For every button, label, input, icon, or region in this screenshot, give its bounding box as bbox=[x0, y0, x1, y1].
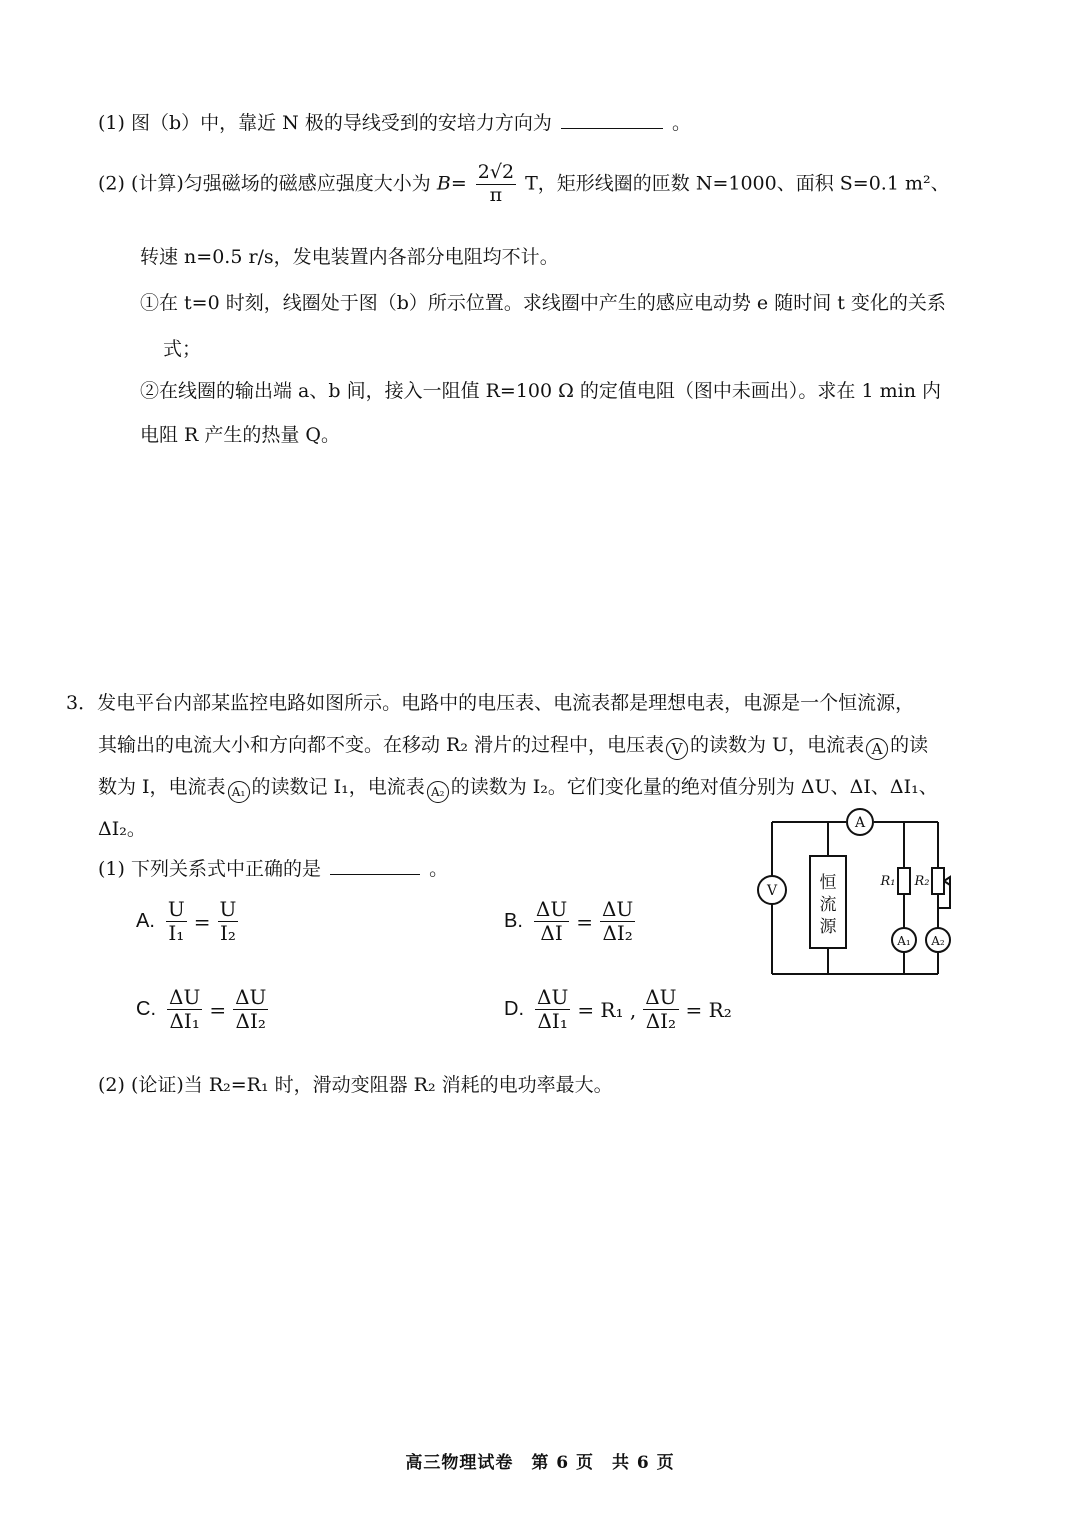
question-3-text-3a: 数为 I，电流表 bbox=[98, 776, 226, 798]
question-3-line-3 bbox=[98, 776, 938, 803]
question-1-line bbox=[98, 112, 691, 135]
question-3-number: 3． bbox=[66, 692, 98, 714]
option-b-num-2: ΔU bbox=[601, 897, 634, 921]
answer-blank-1[interactable] bbox=[561, 127, 663, 129]
option-d-equals-1: = R₁ , bbox=[577, 997, 637, 1022]
option-a-label: A. bbox=[136, 910, 155, 932]
ammeter-a1-label: A₁ bbox=[897, 934, 911, 948]
option-d-fraction-2 bbox=[643, 986, 678, 1033]
question-1-label: (1) bbox=[98, 112, 125, 134]
option-b-equals: = bbox=[576, 909, 593, 934]
question-3-line-4: ΔI₂。 bbox=[98, 818, 146, 840]
page-footer: 高三物理试卷 第 6 页 共 6 页 bbox=[405, 1453, 675, 1473]
fraction-B bbox=[476, 162, 516, 207]
ammeter-a2-label: A₂ bbox=[931, 934, 945, 948]
voltmeter-symbol: V bbox=[666, 738, 688, 760]
option-a-den-2: I₂ bbox=[220, 921, 236, 945]
question-3-sub2-text: (论证)当 R₂=R₁ 时，滑动变阻器 R₂ 消耗的电功率最大。 bbox=[130, 1074, 613, 1096]
resistor-r1-label: R₁ bbox=[880, 874, 896, 889]
question-3-text-2c: 的读 bbox=[890, 734, 929, 756]
question-3-sub1-text: 下列关系式中正确的是 bbox=[130, 858, 321, 880]
option-a-fraction-1 bbox=[166, 898, 187, 945]
option-d-equals-2: = R₂ bbox=[685, 997, 732, 1022]
question-3-sub1-line bbox=[98, 858, 448, 881]
option-d-den-1: ΔI₁ bbox=[537, 1009, 568, 1033]
equals-sign: = bbox=[450, 172, 467, 195]
fraction-B-denominator: π bbox=[489, 183, 503, 206]
question-3-line-2 bbox=[98, 734, 928, 760]
option-c-label: C. bbox=[136, 998, 156, 1020]
option-a-num-2: U bbox=[219, 897, 237, 921]
question-3-text-3c: 的读数为 I₂。它们变化量的绝对值分别为 ΔU、ΔI、ΔI₁、 bbox=[450, 776, 938, 798]
option-b-den-1: ΔI bbox=[540, 921, 563, 945]
question-3-text-2b: 的读数为 U，电流表 bbox=[690, 734, 865, 756]
question-3-sub2-line bbox=[98, 1074, 613, 1097]
option-c-fraction-2 bbox=[233, 986, 268, 1033]
rheostat-r2 bbox=[932, 868, 944, 894]
question-3-sub2-label: (2) bbox=[98, 1074, 125, 1096]
option-b-label: B. bbox=[504, 910, 523, 932]
ammeter-a2-symbol: A₂ bbox=[427, 781, 449, 803]
question-1-text: 图（b）中，靠近 N 极的导线受到的安培力方向为 bbox=[130, 112, 552, 134]
question-3-text-1: 发电平台内部某监控电路如图所示。电路中的电压表、电流表都是理想电表，电源是一个恒流源， bbox=[97, 692, 915, 714]
question-2-prefix: (计算)匀强磁场的磁感应强度大小为 bbox=[130, 172, 431, 195]
option-b-den-2: ΔI₂ bbox=[602, 921, 633, 945]
option-d[interactable] bbox=[504, 986, 736, 1033]
question-3-sub1-label: (1) bbox=[98, 858, 125, 880]
option-b-fraction-1 bbox=[534, 898, 569, 945]
option-c-num-1: ΔU bbox=[169, 985, 201, 1009]
question-3-line-1 bbox=[66, 692, 914, 715]
question-2-line-2: 转速 n=0.5 r/s，发电装置内各部分电阻均不计。 bbox=[140, 246, 559, 268]
ammeter-a1-symbol: A₁ bbox=[228, 781, 250, 803]
voltmeter-label: V bbox=[766, 883, 778, 899]
question-3-sub1-end: 。 bbox=[429, 858, 449, 880]
symbol-B: B bbox=[436, 172, 451, 195]
resistor-r1 bbox=[898, 868, 910, 894]
option-c-equals: = bbox=[209, 997, 227, 1022]
rheostat-r2-label: R₂ bbox=[914, 874, 930, 889]
question-2-sub2-line-2: 电阻 R 产生的热量 Q。 bbox=[140, 424, 341, 446]
option-c-fraction-1 bbox=[167, 986, 202, 1033]
source-char-1: 恒 bbox=[819, 873, 837, 893]
question-2-sub1-line-1: ①在 t=0 时刻，线圈处于图（b）所示位置。求线圈中产生的感应电动势 e 随时间 t 变化的关系 bbox=[140, 292, 946, 314]
option-c[interactable] bbox=[136, 986, 271, 1033]
question-2-line-1 bbox=[98, 162, 950, 207]
option-a[interactable] bbox=[136, 898, 241, 945]
option-a-equals: = bbox=[193, 909, 211, 934]
question-2-rest: T，矩形线圈的匝数 N=1000、面积 S=0.1 m²、 bbox=[525, 172, 950, 195]
option-c-den-2: ΔI₂ bbox=[235, 1009, 266, 1033]
source-char-2: 流 bbox=[819, 895, 837, 915]
option-a-num-1: U bbox=[167, 897, 185, 921]
question-2-sub2-line-1: ②在线圈的输出端 a、b 间，接入一阻值 R=100 Ω 的定值电阻（图中未画出）。求在 1 min 内 bbox=[140, 380, 941, 402]
option-d-num-2: ΔU bbox=[645, 985, 677, 1009]
option-b-fraction-2 bbox=[600, 898, 635, 945]
option-d-den-2: ΔI₂ bbox=[645, 1009, 677, 1033]
option-b-num-1: ΔU bbox=[535, 897, 568, 921]
option-d-fraction-1 bbox=[535, 986, 570, 1033]
option-a-fraction-2 bbox=[218, 898, 239, 945]
question-3-text-2a: 其输出的电流大小和方向都不变。在移动 R₂ 滑片的过程中，电压表 bbox=[98, 734, 665, 756]
option-a-den-1: I₁ bbox=[168, 921, 185, 945]
fraction-B-numerator: 2√2 bbox=[477, 161, 515, 183]
question-3-text-3b: 的读数记 I₁，电流表 bbox=[251, 776, 425, 798]
ammeter-a-label: A bbox=[854, 815, 866, 831]
question-2-sub1-line-2: 式； bbox=[163, 338, 202, 360]
question-1-end: 。 bbox=[671, 112, 691, 134]
option-c-num-2: ΔU bbox=[235, 985, 267, 1009]
option-b[interactable] bbox=[504, 898, 638, 945]
answer-blank-3-1[interactable] bbox=[330, 873, 420, 875]
option-d-label: D. bbox=[504, 998, 524, 1020]
source-char-3: 源 bbox=[819, 917, 837, 937]
ammeter-symbol: A bbox=[866, 738, 888, 760]
option-c-den-1: ΔI₁ bbox=[169, 1009, 200, 1033]
question-2-label: (2) bbox=[98, 172, 125, 195]
circuit-diagram bbox=[748, 808, 960, 980]
option-d-num-1: ΔU bbox=[537, 985, 569, 1009]
